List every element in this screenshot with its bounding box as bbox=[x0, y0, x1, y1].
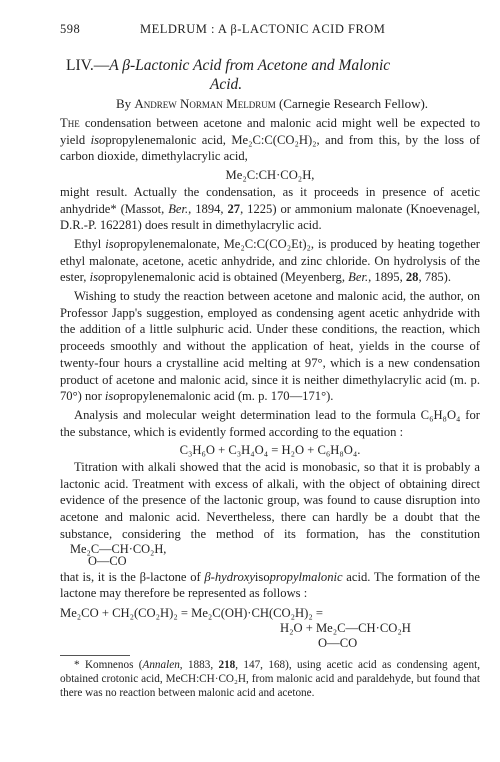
italic-word: propylmalonic bbox=[269, 569, 343, 584]
journal-abbrev: Ber. bbox=[168, 201, 189, 216]
text-run: Wishing to study the reaction between acetone and malonic acid, the author, on Professor Japp's suggestion, employed as condensing agent acetic anhydride with the addition of a little sulphuric acid. Under these conditions, the reaction, which proceeds smoothly and without the application of heat, yields in the course of twenty-four hours a crystalline acid melting at 97°, which is a new condensation product of acetone and malonic acid, since it is neither dimethylacrylic acid (m. p. 70°) nor bbox=[60, 289, 480, 404]
text-run: , 1895, bbox=[368, 270, 406, 285]
paragraph-5 bbox=[60, 459, 480, 567]
byline-by: By bbox=[115, 96, 135, 111]
text-run: , 147, 168), using acetic acid as condensing agent, obtained crotonic acid, MeCH:CH·CO₂H, from malonic acid and paraldehyde, but found that there was no reaction between malonic acid and acetone. bbox=[60, 658, 480, 699]
text-run: , 1883, bbox=[179, 658, 219, 671]
text-run: propylenemalonic acid (m. p. 170—171°). bbox=[119, 389, 334, 404]
paragraph-1 bbox=[60, 115, 480, 165]
title-line-2: Acid. bbox=[209, 76, 243, 93]
formula-dimethylacrylic: Me₂C:CH·CO₂H, bbox=[225, 168, 315, 183]
byline bbox=[62, 96, 482, 112]
paragraph-4: Analysis and molecular weight determination lead to the formula C₆H₈O₄ for the substance, which is evidently formed according to the equation : bbox=[60, 407, 480, 439]
text-run: , 785). bbox=[418, 270, 451, 285]
equation-2-line-1: Me₂CO + CH₂(CO₂H)₂ = Me₂C(OH)·CH(CO₂H)₂ = bbox=[60, 605, 323, 620]
italic-prefix: iso bbox=[89, 270, 105, 285]
text-run: might result. Actually the condensation, as it proceeds in presence of acetic anhydride* (Massot, bbox=[60, 184, 480, 216]
paragraph-2 bbox=[60, 236, 480, 286]
paragraph-3 bbox=[60, 288, 480, 405]
text-run: iso bbox=[254, 569, 270, 584]
text-run: propylenemalonic acid, Me₂C:C(CO₂H)₂, and from this, by the loss of carbon dioxide, dimethylacrylic acid, bbox=[60, 132, 481, 164]
italic-prefix: iso bbox=[105, 236, 120, 251]
author-affiliation: (Carnegie Research Fellow). bbox=[275, 96, 429, 111]
equation-2-line-2: H₂O + Me₂C—CH·CO₂H bbox=[280, 620, 411, 635]
volume-number: 28 bbox=[405, 270, 419, 285]
article-title bbox=[66, 56, 476, 94]
article-body bbox=[60, 115, 480, 700]
article-number: LIV.— bbox=[66, 57, 110, 74]
structure-top: Me₂C—CH·CO₂H, bbox=[70, 541, 167, 556]
italic-prefix: iso bbox=[104, 389, 120, 404]
footnote-divider bbox=[60, 655, 130, 656]
structure-bottom: O—CO bbox=[88, 553, 127, 568]
paragraph-5-cont bbox=[60, 569, 480, 602]
italic-prefix: β-hydroxy bbox=[204, 569, 255, 584]
journal-name: Annalen bbox=[142, 658, 180, 671]
text-run: propylenemalonate, Me₂C:C(CO₂Et)₂, is produced by heating together ethyl malonate, acetone, acetic anhydride, and zinc chloride. On hydrolysis of the ester, bbox=[60, 236, 481, 285]
paragraph-1-cont bbox=[60, 184, 480, 234]
journal-abbrev: Ber. bbox=[348, 270, 369, 285]
lactone-structure bbox=[70, 543, 166, 567]
text-run: acid. The formation of the lactone may therefore be represented as follows : bbox=[60, 569, 480, 601]
italic-prefix: iso bbox=[90, 132, 106, 147]
footnote-text bbox=[60, 658, 480, 700]
page-number: 598 bbox=[60, 22, 81, 36]
footnote bbox=[60, 658, 480, 700]
text-run: , 1894, bbox=[188, 201, 228, 216]
lead-word: The bbox=[60, 116, 80, 130]
running-head: MELDRUM : A β-LACTONIC ACID FROM bbox=[140, 22, 386, 36]
equation-2 bbox=[60, 606, 480, 651]
title-line-1: A β-Lactonic Acid from Acetone and Malonic bbox=[109, 57, 391, 74]
text-run: Ethyl bbox=[74, 236, 106, 251]
text-run: * Komnenos ( bbox=[74, 658, 143, 671]
author-name: Andrew Norman Meldrum bbox=[134, 96, 276, 111]
text-run: Titration with alkali showed that the acid is monobasic, so that it is probably a lactonic acid. Treatment with excess of alkali, with the object of obtaining direct evidence of the presence of the lactonic group, was found to cause disruption into acetone and malonic acid. Nevertheless, there can hardly be a doubt that the substance, considering the method of its formation, has the constitution bbox=[60, 460, 480, 541]
volume-number: 218 bbox=[218, 658, 236, 671]
equation-2-line-3: O—CO bbox=[318, 635, 358, 650]
text-run: that is, it is the β-lactone of bbox=[60, 569, 205, 584]
text-run: condensation between acetone and malonic acid might well be expected to yield bbox=[60, 116, 480, 147]
text-run: , 1225) or ammonium malonate (Knoevenagel, D.R.-P. 162281) does result in dimethylacrylic acid. bbox=[60, 201, 480, 233]
volume-number: 27 bbox=[227, 201, 241, 216]
equation-1: C₃H₆O + C₃H₄O₄ = H₂O + C₆H₈O₄. bbox=[179, 443, 361, 458]
text-run: propylenemalonic acid is obtained (Meyenberg, bbox=[104, 270, 349, 285]
